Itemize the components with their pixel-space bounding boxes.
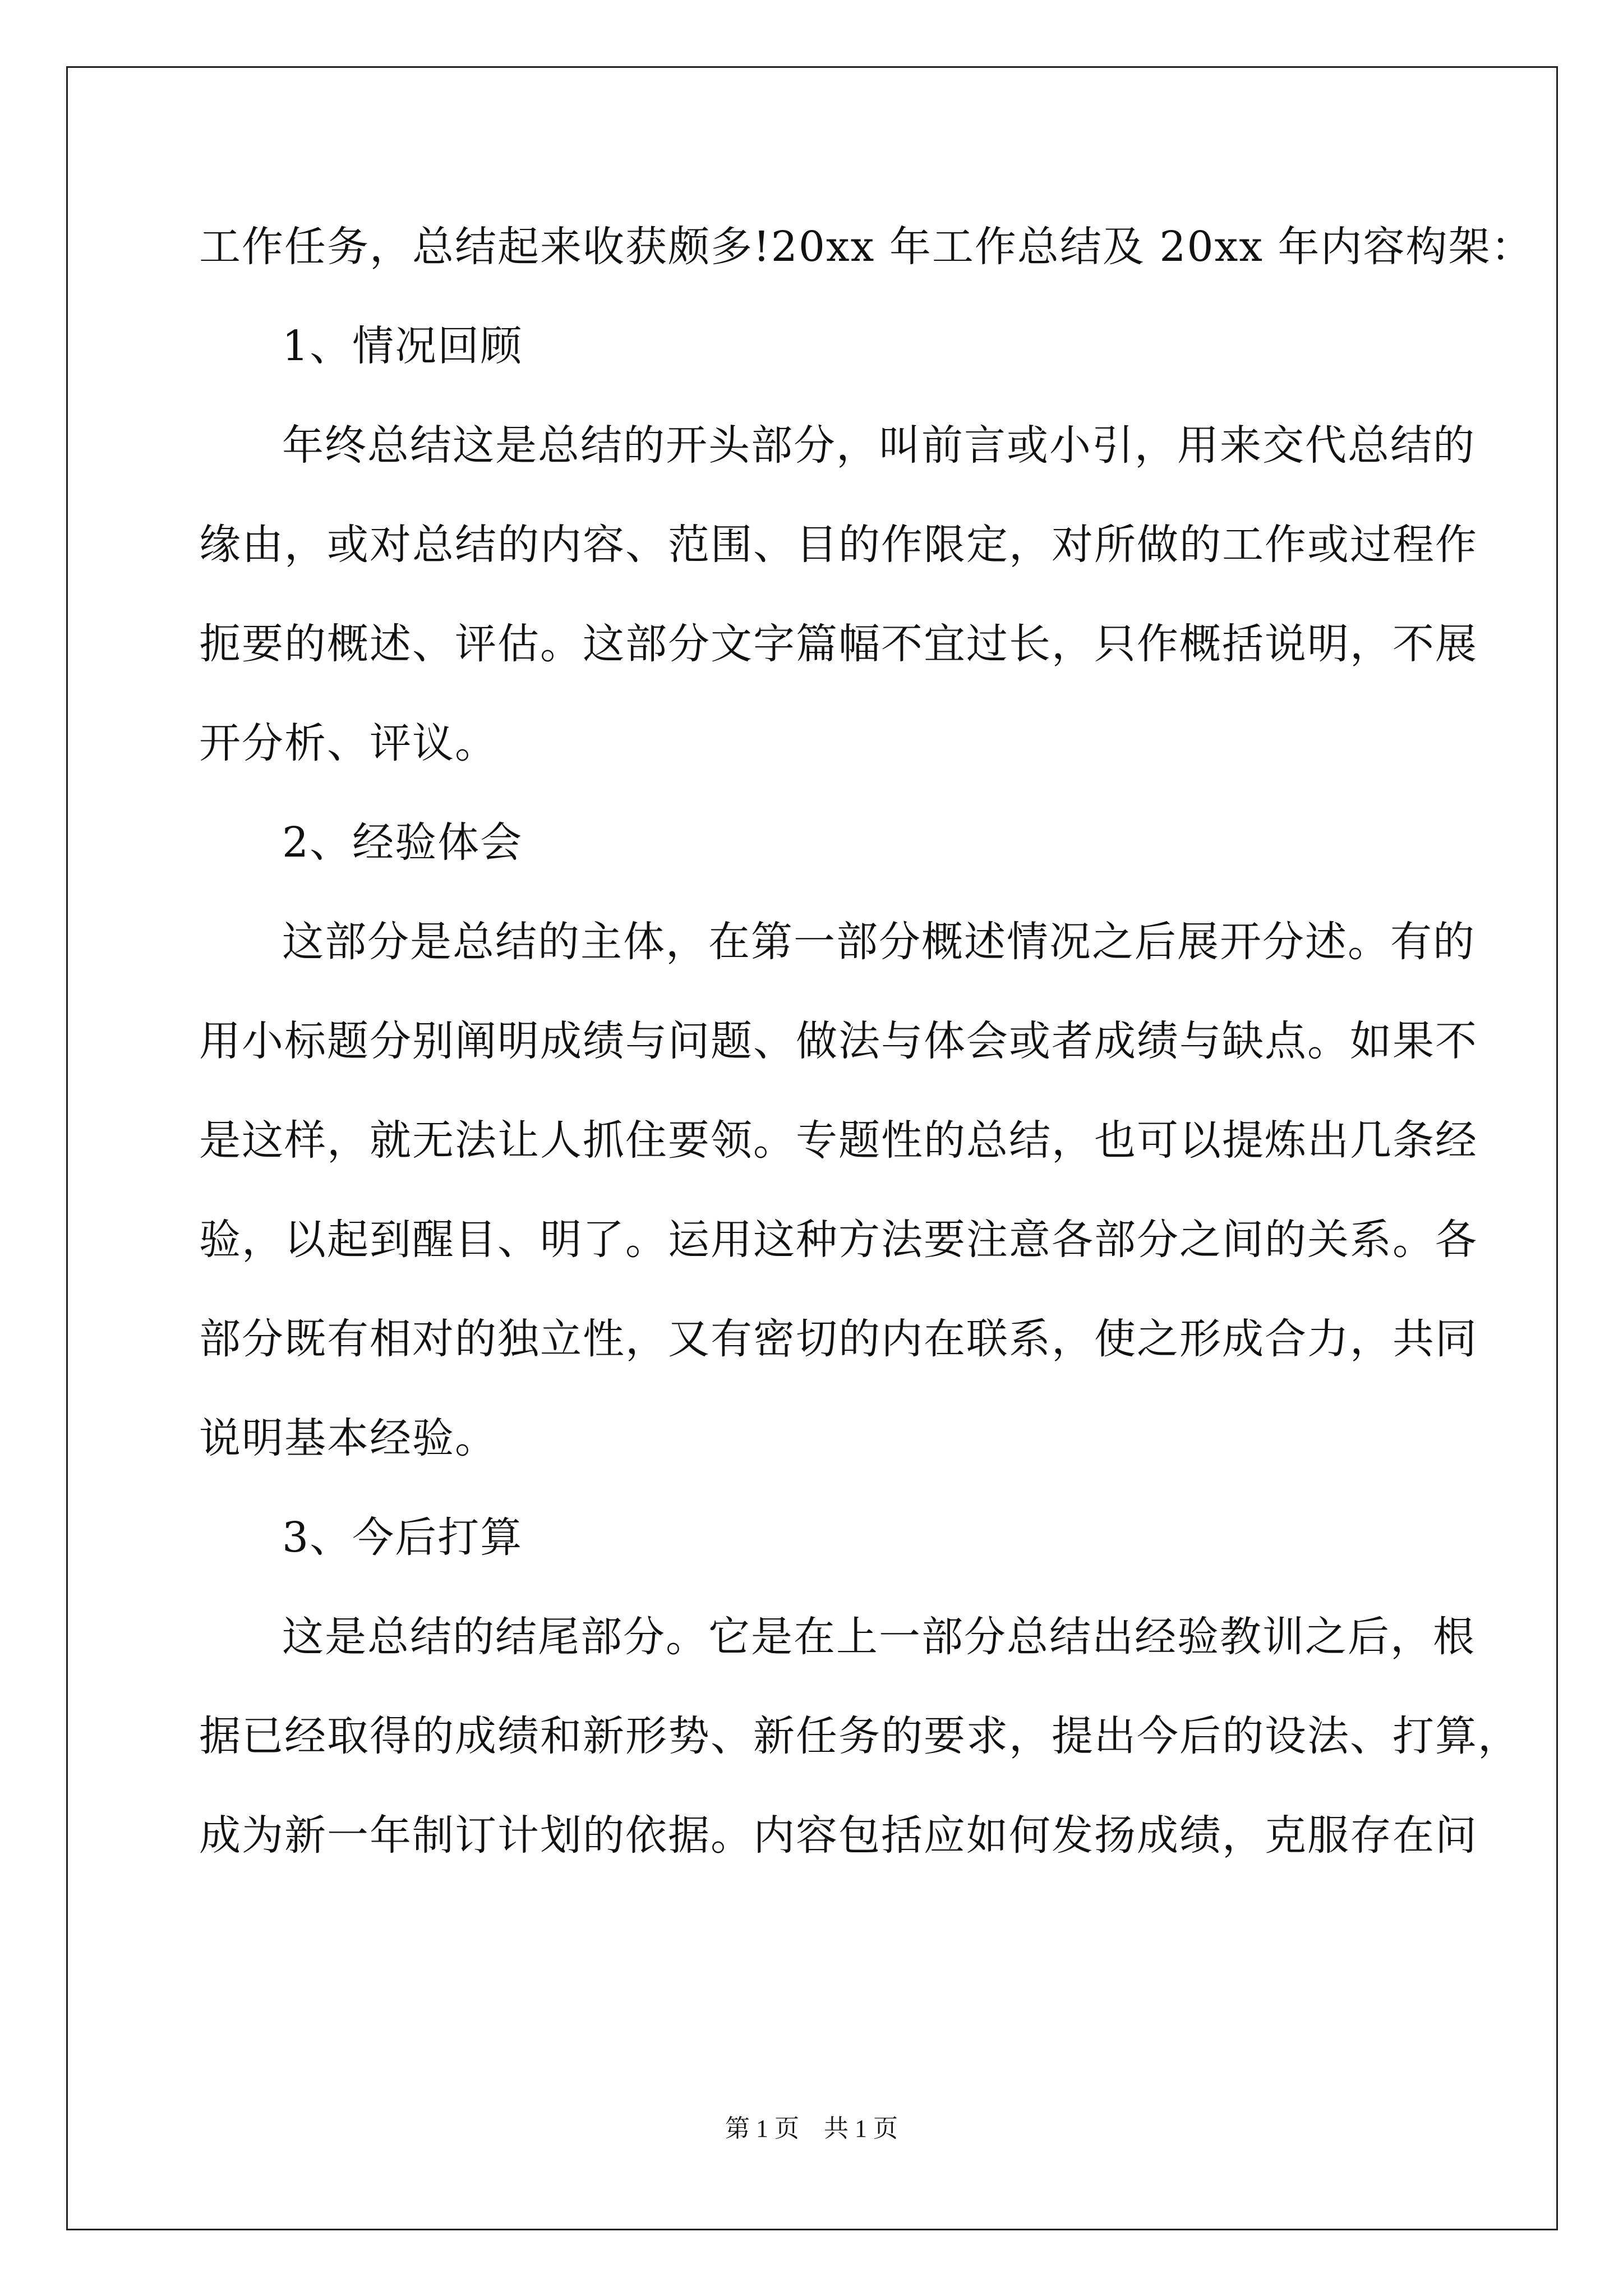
text-line: 成为新一年制订计划的依据。内容包括应如何发扬成绩，克服存在问 bbox=[199, 1811, 1478, 1860]
text-line: 验，以起到醒目、明了。运用这种方法要注意各部分之间的关系。各 bbox=[199, 1216, 1478, 1264]
text-line: 这部分是总结的主体，在第一部分概述情况之后展开分述。有的 bbox=[282, 918, 1476, 966]
page-footer: 第 1 页 共 1 页 bbox=[725, 2115, 898, 2142]
text-line: 用小标题分别阐明成绩与问题、做法与体会或者成绩与缺点。如果不 bbox=[199, 1017, 1478, 1065]
text-line: 这是总结的结尾部分。它是在上一部分总结出经验教训之后，根 bbox=[282, 1613, 1476, 1661]
text-line: 扼要的概述、评估。这部分文字篇幅不宜过长，只作概括说明，不展 bbox=[199, 620, 1478, 668]
text-line: 部分既有相对的独立性，又有密切的内在联系，使之形成合力，共同 bbox=[199, 1315, 1478, 1363]
text-line: 年终总结这是总结的开头部分，叫前言或小引，用来交代总结的 bbox=[282, 421, 1476, 470]
section-heading: 1、情况回顾 bbox=[282, 322, 523, 370]
text-line: 缘由，或对总结的内容、范围、目的作限定，对所做的工作或过程作 bbox=[199, 521, 1478, 569]
text-line: 说明基本经验。 bbox=[199, 1414, 497, 1462]
text-line: 据已经取得的成绩和新形势、新任务的要求，提出今后的设法、打算， bbox=[199, 1712, 1520, 1760]
text-line: 工作任务，总结起来收获颇多!20xx 年工作总结及 20xx 年内容构架： bbox=[199, 223, 1534, 271]
section-heading: 2、经验体会 bbox=[282, 818, 523, 867]
text-line: 是这样，就无法让人抓住要领。专题性的总结，也可以提炼出几条经 bbox=[199, 1116, 1478, 1165]
text-line: 开分析、评议。 bbox=[199, 719, 497, 767]
section-heading: 3、今后打算 bbox=[282, 1513, 523, 1562]
